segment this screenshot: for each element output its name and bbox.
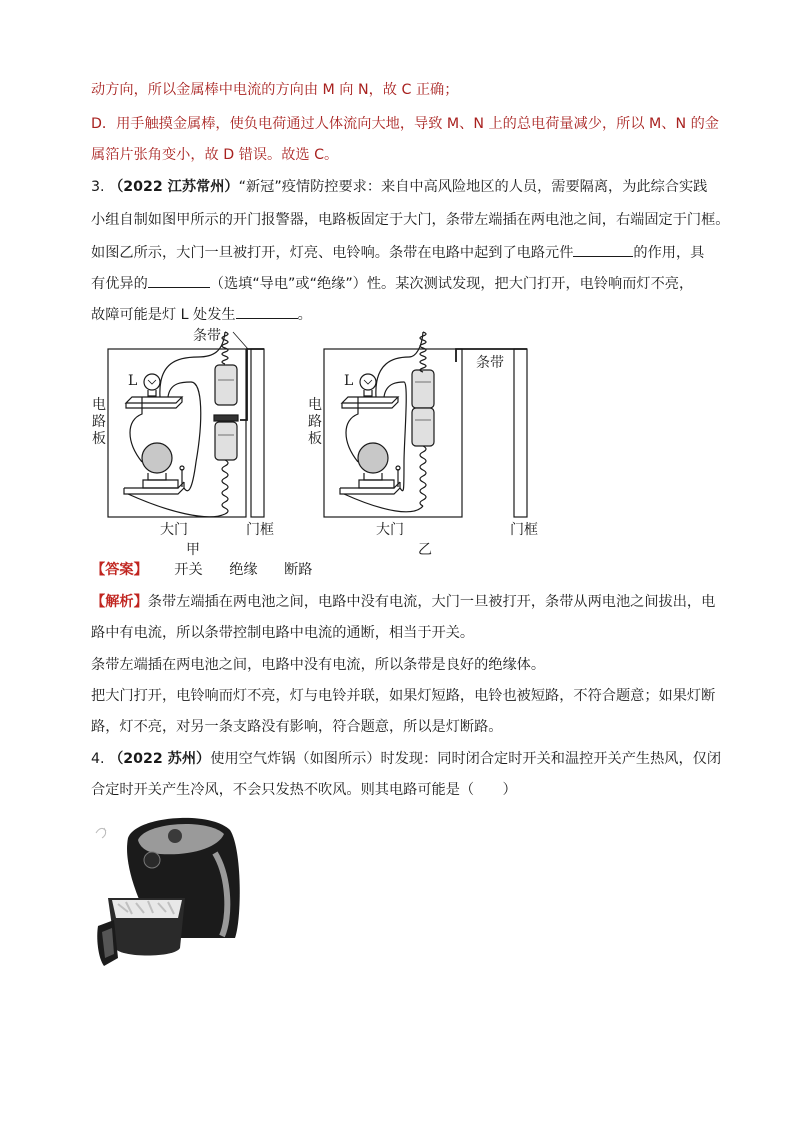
question-text: 使用空气炸锅（如图所示）时发现：同时闭合定时开关和温控开关产生热风，仅闭 bbox=[210, 751, 722, 767]
lamp-bulb bbox=[144, 374, 160, 390]
battery-top bbox=[215, 365, 237, 405]
answer-item: 绝缘 bbox=[229, 562, 258, 578]
board-label-char: 路 bbox=[308, 414, 322, 430]
board-label-char: 板 bbox=[92, 431, 106, 447]
door-alarm-figure bbox=[88, 322, 558, 557]
prev-solution-line-2: D．用手触摸金属棒，使负电荷通过人体流向大地，导致 M、N 上的总电荷量减少，所以 M、N 的金 bbox=[91, 116, 719, 132]
prev-solution-line-1: 动方向，所以金属棒中电流的方向由 M 向 N，故 C 正确； bbox=[91, 82, 459, 98]
door-label: 大门 bbox=[160, 522, 188, 538]
air-fryer-image bbox=[90, 808, 250, 973]
answer-item: 开关 bbox=[174, 562, 203, 578]
question-3-line-2: 小组自制如图甲所示的开门报警器，电路板固定于大门，条带左端插在两电池之间，右端固定于门框。 bbox=[91, 212, 730, 228]
caption-a: 甲 bbox=[186, 542, 200, 557]
lamp-label: L bbox=[128, 373, 138, 389]
question-4-line-1 bbox=[91, 749, 721, 769]
analysis-line-5: 路，灯不亮，对另一条支路没有影响，符合题意，所以是灯断路。 bbox=[91, 719, 503, 735]
analysis-line-3: 条带左端插在两电池之间，电路中没有电流，所以条带是良好的绝缘体。 bbox=[91, 657, 546, 673]
answer-item: 断路 bbox=[284, 562, 313, 578]
analysis-line-4: 把大门打开，电铃响而灯不亮，灯与电铃并联，如果灯短路，电铃也被短路，不符合题意；如果灯断 bbox=[91, 688, 716, 704]
door-label: 大门 bbox=[376, 522, 404, 538]
question-text: 故障可能是灯 L 处发生 bbox=[91, 307, 236, 323]
question-source: （2022 苏州） bbox=[109, 751, 211, 767]
door-frame bbox=[251, 349, 264, 517]
question-number: 4. bbox=[91, 751, 105, 767]
strip-label: 条带 bbox=[476, 355, 504, 371]
question-3-line-1 bbox=[91, 177, 707, 197]
strip bbox=[240, 349, 264, 420]
question-3-line-3 bbox=[91, 241, 704, 263]
question-3-line-4 bbox=[91, 272, 693, 294]
answer-line bbox=[91, 560, 312, 580]
answer-blank-2[interactable] bbox=[148, 272, 210, 288]
board-label-char: 电 bbox=[308, 397, 322, 413]
question-text: “新冠”疫情防控要求：来自中高风险地区的人员，需要隔离，为此综合实践 bbox=[238, 179, 708, 195]
lamp-label: L bbox=[344, 373, 354, 389]
analysis-line-1 bbox=[91, 592, 715, 612]
bell bbox=[358, 443, 388, 473]
question-text: 如图乙所示，大门一旦被打开，灯亮、电铃响。条带在电路中起到了电路元件 bbox=[91, 245, 574, 261]
question-text: 的作用，具 bbox=[633, 245, 705, 261]
analysis-line-2: 路中有电流，所以条带控制电路中电流的通断，相当于开关。 bbox=[91, 625, 475, 641]
question-4-line-2: 合定时开关产生冷风，不会只发热不吹风。则其电路可能是（ ） bbox=[91, 782, 517, 798]
question-source: （2022 江苏常州） bbox=[109, 179, 239, 195]
temperature-knob bbox=[144, 852, 160, 868]
prev-solution-line-3: 属箔片张角变小，故 D 错误。故选 C。 bbox=[91, 147, 339, 163]
lamp-bulb bbox=[360, 374, 376, 390]
question-text: （选填“导电”或“绝缘”）性。某次测试发现，把大门打开，电铃响而灯不亮， bbox=[209, 276, 694, 292]
battery-bottom bbox=[215, 422, 237, 460]
board-label-char: 电 bbox=[92, 397, 106, 413]
bell bbox=[142, 443, 172, 473]
timer-knob bbox=[168, 829, 182, 843]
battery-top bbox=[412, 370, 434, 408]
frame-label: 门框 bbox=[510, 522, 538, 538]
answer-blank-3[interactable] bbox=[236, 303, 298, 319]
analysis-text: 条带左端插在两电池之间，电路中没有电流，大门一旦被打开，条带从两电池之间拔出，电 bbox=[147, 594, 716, 610]
question-text: 有优异的 bbox=[91, 276, 148, 292]
answer-blank-1[interactable] bbox=[573, 241, 633, 257]
answer-tag: 【答案】 bbox=[91, 562, 148, 578]
door-frame bbox=[514, 349, 527, 517]
question-text: 。 bbox=[297, 307, 312, 323]
board-label-char: 路 bbox=[92, 414, 106, 430]
caption-b: 乙 bbox=[418, 542, 432, 557]
battery-bottom bbox=[412, 408, 434, 446]
question-number: 3. bbox=[91, 179, 105, 195]
analysis-tag: 【解析】 bbox=[91, 594, 148, 610]
frame-label: 门框 bbox=[246, 522, 274, 538]
figure-a bbox=[108, 332, 264, 517]
strip-label: 条带 bbox=[193, 328, 221, 344]
board-label-char: 板 bbox=[308, 431, 322, 447]
